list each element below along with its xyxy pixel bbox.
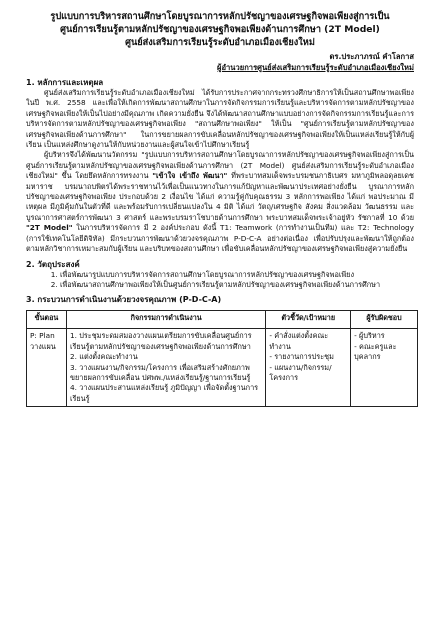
responsible-item: - ผู้บริหาร <box>354 331 385 341</box>
activity-item: 2. แต่งตั้งคณะทำงาน <box>69 352 138 362</box>
para2-part-c: ที่พระบาทสมเด็จพระบรมชนกาธิเบศร มหาภูมิพลอดุลยเดชมหาราช บรมนาถบพิตรได้พระราชทานไว้เพื่อเป็นแนวทางในการแก้ปัญหาและพัฒนาประเทศอย่างยั่งยืน บูรณาการหลักปรัชญาของเศรษฐกิจพอเพียง ประกอบด้วย 2 เงื่อนไข ได้แก่ ความรู้คู่กับคุณธรรม 3 หลักการพอเพียง ได้แก่ พอประมาณ มีเหตุผล มีภูมิคุ้มกันในตัวที่ดี และพร้อมรับการเปลี่ยนแปลงใน 4 มิติ ได้แก่ วัตถุ/เศรษฐกิจ สังคม สิ่งแวดล้อม วัฒนธรรม และบูรณาการศาสตร์การพัฒนา 3 ศาสตร์ และพระบรมราโชบายด้านการศึกษา พระบาทสมเด็จพระเจ้าอยู่หัว รัชกาลที่ 10 ด้วย <box>26 171 414 222</box>
activity-item: 1. ประชุมระดมสมองวางแผนเตรียมการขับเคลื่อนศูนย์การเรียนรู้ตามหลักปรัชญาของเศรษฐกิจพอเพียงด้านการศึกษา <box>69 331 252 351</box>
indicator-item: - แผนงาน/กิจกรรม/โครงการ <box>269 362 332 382</box>
table-row <box>27 329 418 407</box>
cell-responsible <box>351 329 418 407</box>
activity-item: 4. วางแผนประสานแหล่งเรียนรู้ ภูมิปัญญา เพื่อจัดตั้งฐานการเรียนรู้ <box>69 383 259 403</box>
objective-item: 1. เพื่อพัฒนารูปแบบการบริหารจัดการสถานศึกษาโดยบูรณาการหลักปรัชญาของเศรษฐกิจพอเพียง <box>60 270 414 280</box>
document-title <box>26 10 414 49</box>
header-indicators: ตัวชี้วัด/เป้าหมาย <box>266 311 351 329</box>
author-role: ผู้อำนวยการศูนย์ส่งเสริมการเรียนรู้ระดับอำเภอเมืองเชียงใหม่ <box>217 62 414 72</box>
title-line-2: ศูนย์การเรียนรู้ตามหลักปรัชญาของเศรษฐกิจพอเพียงด้านการศึกษา (2T Model) <box>60 24 380 35</box>
section-1-heading: 1. หลักการและเหตุผล <box>26 78 104 87</box>
title-line-1: รูปแบบการบริหารสถานศึกษาโดยบูรณาการหลักปรัชญาของเศรษฐกิจพอเพียงสู่การเป็น <box>50 11 390 22</box>
indicator-item: - รายงานการประชุม <box>269 352 334 362</box>
section-1-paragraph-1: ศูนย์ส่งเสริมการเรียนรู้ระดับอำเภอเมืองเชียงใหม่ ได้รับการประกาศจากกระทรวงศึกษาธิการให้เป็นสถานศึกษาพอเพียงในปี พ.ศ. 2558 และเพื่อให้เกิดการพัฒนาสถานศึกษาในการจัดกิจกรรมการเรียนรู้และบริหารจัดการตามหลักปรัชญาของเศรษฐกิจพอเพียงให้เป็นไปอย่างมีคุณภาพ เกิดความยั่งยืน จึงได้พัฒนาสถานศึกษาแบบอย่างการจัดกิจกรรมการเรียนรู้และการบริหารจัดการตามหลักปรัชญาของเศรษฐกิจพอเพียง "สถานศึกษาพอเพียง" ให้เป็น "ศูนย์การเรียนรู้ตามหลักปรัชญาของเศรษฐกิจพอเพียงด้านการศึกษา" ในการขยายผลการขับเคลื่อนหลักปรัชญาของเศรษฐกิจพอเพียงให้เป็นแหล่งเรียนรู้ให้กับผู้เรียน เป็นแหล่งศึกษาดูงานให้กับหน่วยงานและผู้สนใจเข้าไปศึกษาเรียนรู้ <box>26 88 414 150</box>
table-header-row <box>27 311 418 329</box>
author-name: ดร.ประภาภรณ์ คำโลกาส <box>329 52 414 61</box>
para2-principle: "เข้าใจ เข้าถึง พัฒนา" <box>152 171 228 181</box>
para2-part-e: ในการบริหารจัดการ มี 2 องค์ประกอบ ดังนี้ T1: Teamwork (การทำงานเป็นทีม) และ T2: Technology (การใช้เทคโนโลยีดิจิทัล) มีกระบวนการพัฒนาด้วยวงจรคุณภาพ P-D-C-A อย่างต่อเนื่อง เพื่อปรับปรุงและพัฒนาให้ถูกต้องตามหลักวิชาการเหมาะสมกับผู้เรียน และบริบทของสถานศึกษา เพื่อขับเคลื่อนหลักปรัชญาของเศรษฐกิจพอเพียงสู่ความยั่งยืน <box>26 223 414 254</box>
indicator-item: - คำสั่งแต่งตั้งคณะทำงาน <box>269 331 329 351</box>
author-block <box>26 52 414 73</box>
responsible-item: - คณะครูและบุคลากร <box>354 341 397 362</box>
section-2-heading: 2. วัตถุประสงค์ <box>26 259 80 269</box>
section-3-heading: 3. กระบวนการดำเนินงานด้วยวงจรคุณภาพ (P-D-C-A) <box>26 295 222 305</box>
header-step: ขั้นตอน <box>27 311 67 329</box>
objective-item: 2. เพื่อพัฒนาสถานศึกษาพอเพียงให้เป็นศูนย์การเรียนรู้ตามหลักปรัชญาของเศรษฐกิจพอเพียงด้านการศึกษา <box>60 280 414 290</box>
header-activities: กิจกรรมการดำเนินงาน <box>66 311 265 329</box>
cell-indicators <box>266 329 351 407</box>
cell-activities <box>66 329 265 407</box>
section-1-paragraph-2 <box>26 150 414 254</box>
para2-part-a: ผู้บริหารจึงได้พัฒนานวัตกรรม "รูปแบบการบริหารสถานศึกษาโดยบูรณาการหลักปรัชญาของเศรษฐกิจพอเพียงสู่การเป็นศูนย์การเรียนรู้ตามหลักปรัชญาของเศรษฐกิจพอเพียงด้านการศึกษา (2T Model) ศูนย์ส่งเสริมการเรียนรู้ระดับอำเภอเมืองเชียงใหม่" ขึ้น โดยยึดหลักการทรงงาน <box>26 150 414 181</box>
title-line-3: ศูนย์ส่งเสริมการเรียนรู้ระดับอำเภอเมืองเชียงใหม่ <box>125 37 315 48</box>
pdca-table <box>26 310 418 407</box>
objectives-list <box>26 270 414 291</box>
header-responsible: ผู้รับผิดชอบ <box>351 311 418 329</box>
para2-model-name: "2T Model" <box>26 223 73 233</box>
cell-step: P: Plan วางแผน <box>27 329 67 407</box>
activity-item: 3. วางแผนงาน/กิจกรรม/โครงการ เพื่อเสริมสร้างศักยภาพขยายผลการขับเคลื่อน ปศพพ./แหล่งเรียนรู้/ฐานการเรียนรู้ <box>69 362 251 382</box>
